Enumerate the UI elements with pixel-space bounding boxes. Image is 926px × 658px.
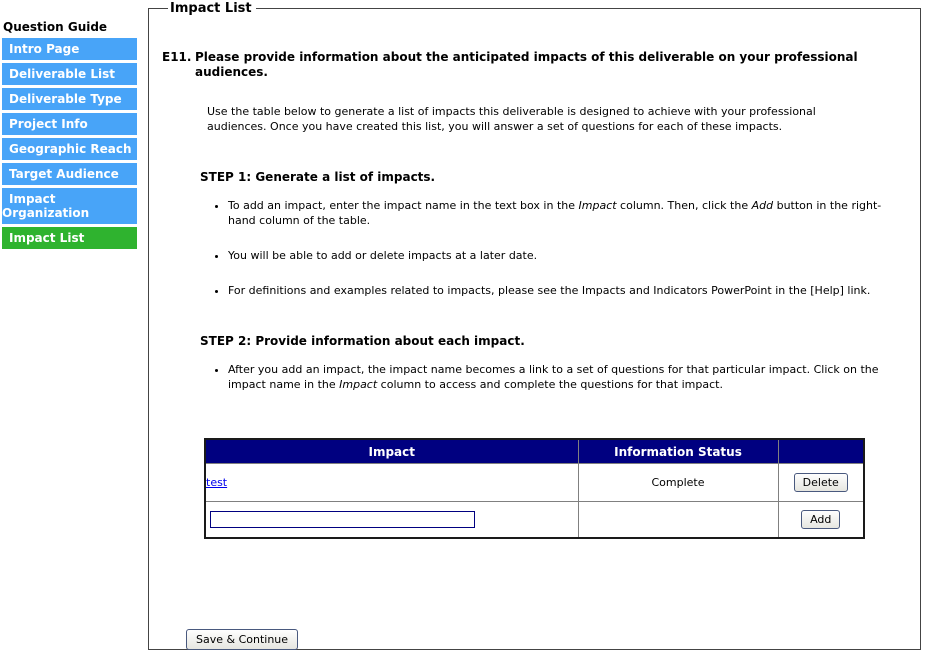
sidebar-item-deliverable-type[interactable]: Deliverable Type: [2, 88, 137, 110]
information-status-cell: Complete: [578, 464, 778, 502]
question-text: Please provide information about the anticipated impacts of this deliverable on your professional audiences.: [195, 50, 858, 79]
impact-table-row: [205, 464, 864, 502]
impact-name-input[interactable]: [210, 511, 475, 528]
impact-table-header-row: [205, 439, 864, 464]
sidebar-item-target-audience[interactable]: Target Audience: [2, 163, 137, 185]
delete-impact-button[interactable]: Delete: [794, 473, 848, 492]
sidebar-item-project-info[interactable]: Project Info: [2, 113, 137, 135]
step1-bullets: [162, 198, 882, 298]
new-impact-row: [205, 502, 864, 538]
step1-heading: STEP 1: Generate a list of impacts.: [200, 170, 436, 184]
impact-link[interactable]: test: [206, 476, 228, 489]
question-number: E11.: [162, 50, 192, 64]
instruction-bullet: • You will be able to add or delete impacts at a later date.: [228, 248, 886, 263]
question-e11: [162, 50, 920, 80]
sidebar-item-impact-organization[interactable]: Impact Organization: [2, 188, 137, 224]
new-impact-cell: [205, 502, 578, 538]
sidebar-item-intro-page[interactable]: Intro Page: [2, 38, 137, 60]
column-header-information-status: Information Status: [578, 439, 778, 464]
sidebar-item-geographic-reach[interactable]: Geographic Reach: [2, 138, 137, 160]
question-guide-sidebar: [2, 20, 137, 252]
new-impact-status-cell: [578, 502, 778, 538]
impact-table: [204, 438, 865, 539]
sidebar-title: Question Guide: [3, 20, 108, 34]
column-header-actions: [778, 439, 864, 464]
new-impact-action-cell: [778, 502, 864, 538]
instruction-bullet: • After you add an impact, the impact name becomes a link to a set of questions for that particular impact. Click on the impact name in the Impact column to access and complete the questions for that impact.: [228, 362, 886, 392]
sidebar-item-impact-list[interactable]: Impact List: [2, 227, 137, 249]
step2-bullets: [162, 362, 879, 392]
add-impact-button[interactable]: Add: [801, 510, 840, 529]
panel-legend: Impact List: [170, 1, 252, 16]
save-continue-button[interactable]: Save & Continue: [186, 629, 298, 650]
impact-name-cell: [205, 464, 578, 502]
instruction-bullet: • For definitions and examples related to impacts, please see the Impacts and Indicators PowerPoint in the [Help] link.: [228, 283, 886, 298]
impact-list-panel: [148, 1, 921, 650]
intro-paragraph: Use the table below to generate a list of impacts this deliverable is designed to achieve with your professional audiences. Once you have created this list, you will answer a set of questions for each of these impacts.: [207, 105, 816, 133]
column-header-impact: Impact: [205, 439, 578, 464]
step2-heading: STEP 2: Provide information about each impact.: [200, 334, 525, 348]
instruction-bullet: • To add an impact, enter the impact name in the text box in the Impact column. Then, click the Add button in the right-hand column of the table.: [228, 198, 886, 228]
impact-action-cell: [778, 464, 864, 502]
sidebar-items: [2, 38, 137, 249]
sidebar-item-deliverable-list[interactable]: Deliverable List: [2, 63, 137, 85]
